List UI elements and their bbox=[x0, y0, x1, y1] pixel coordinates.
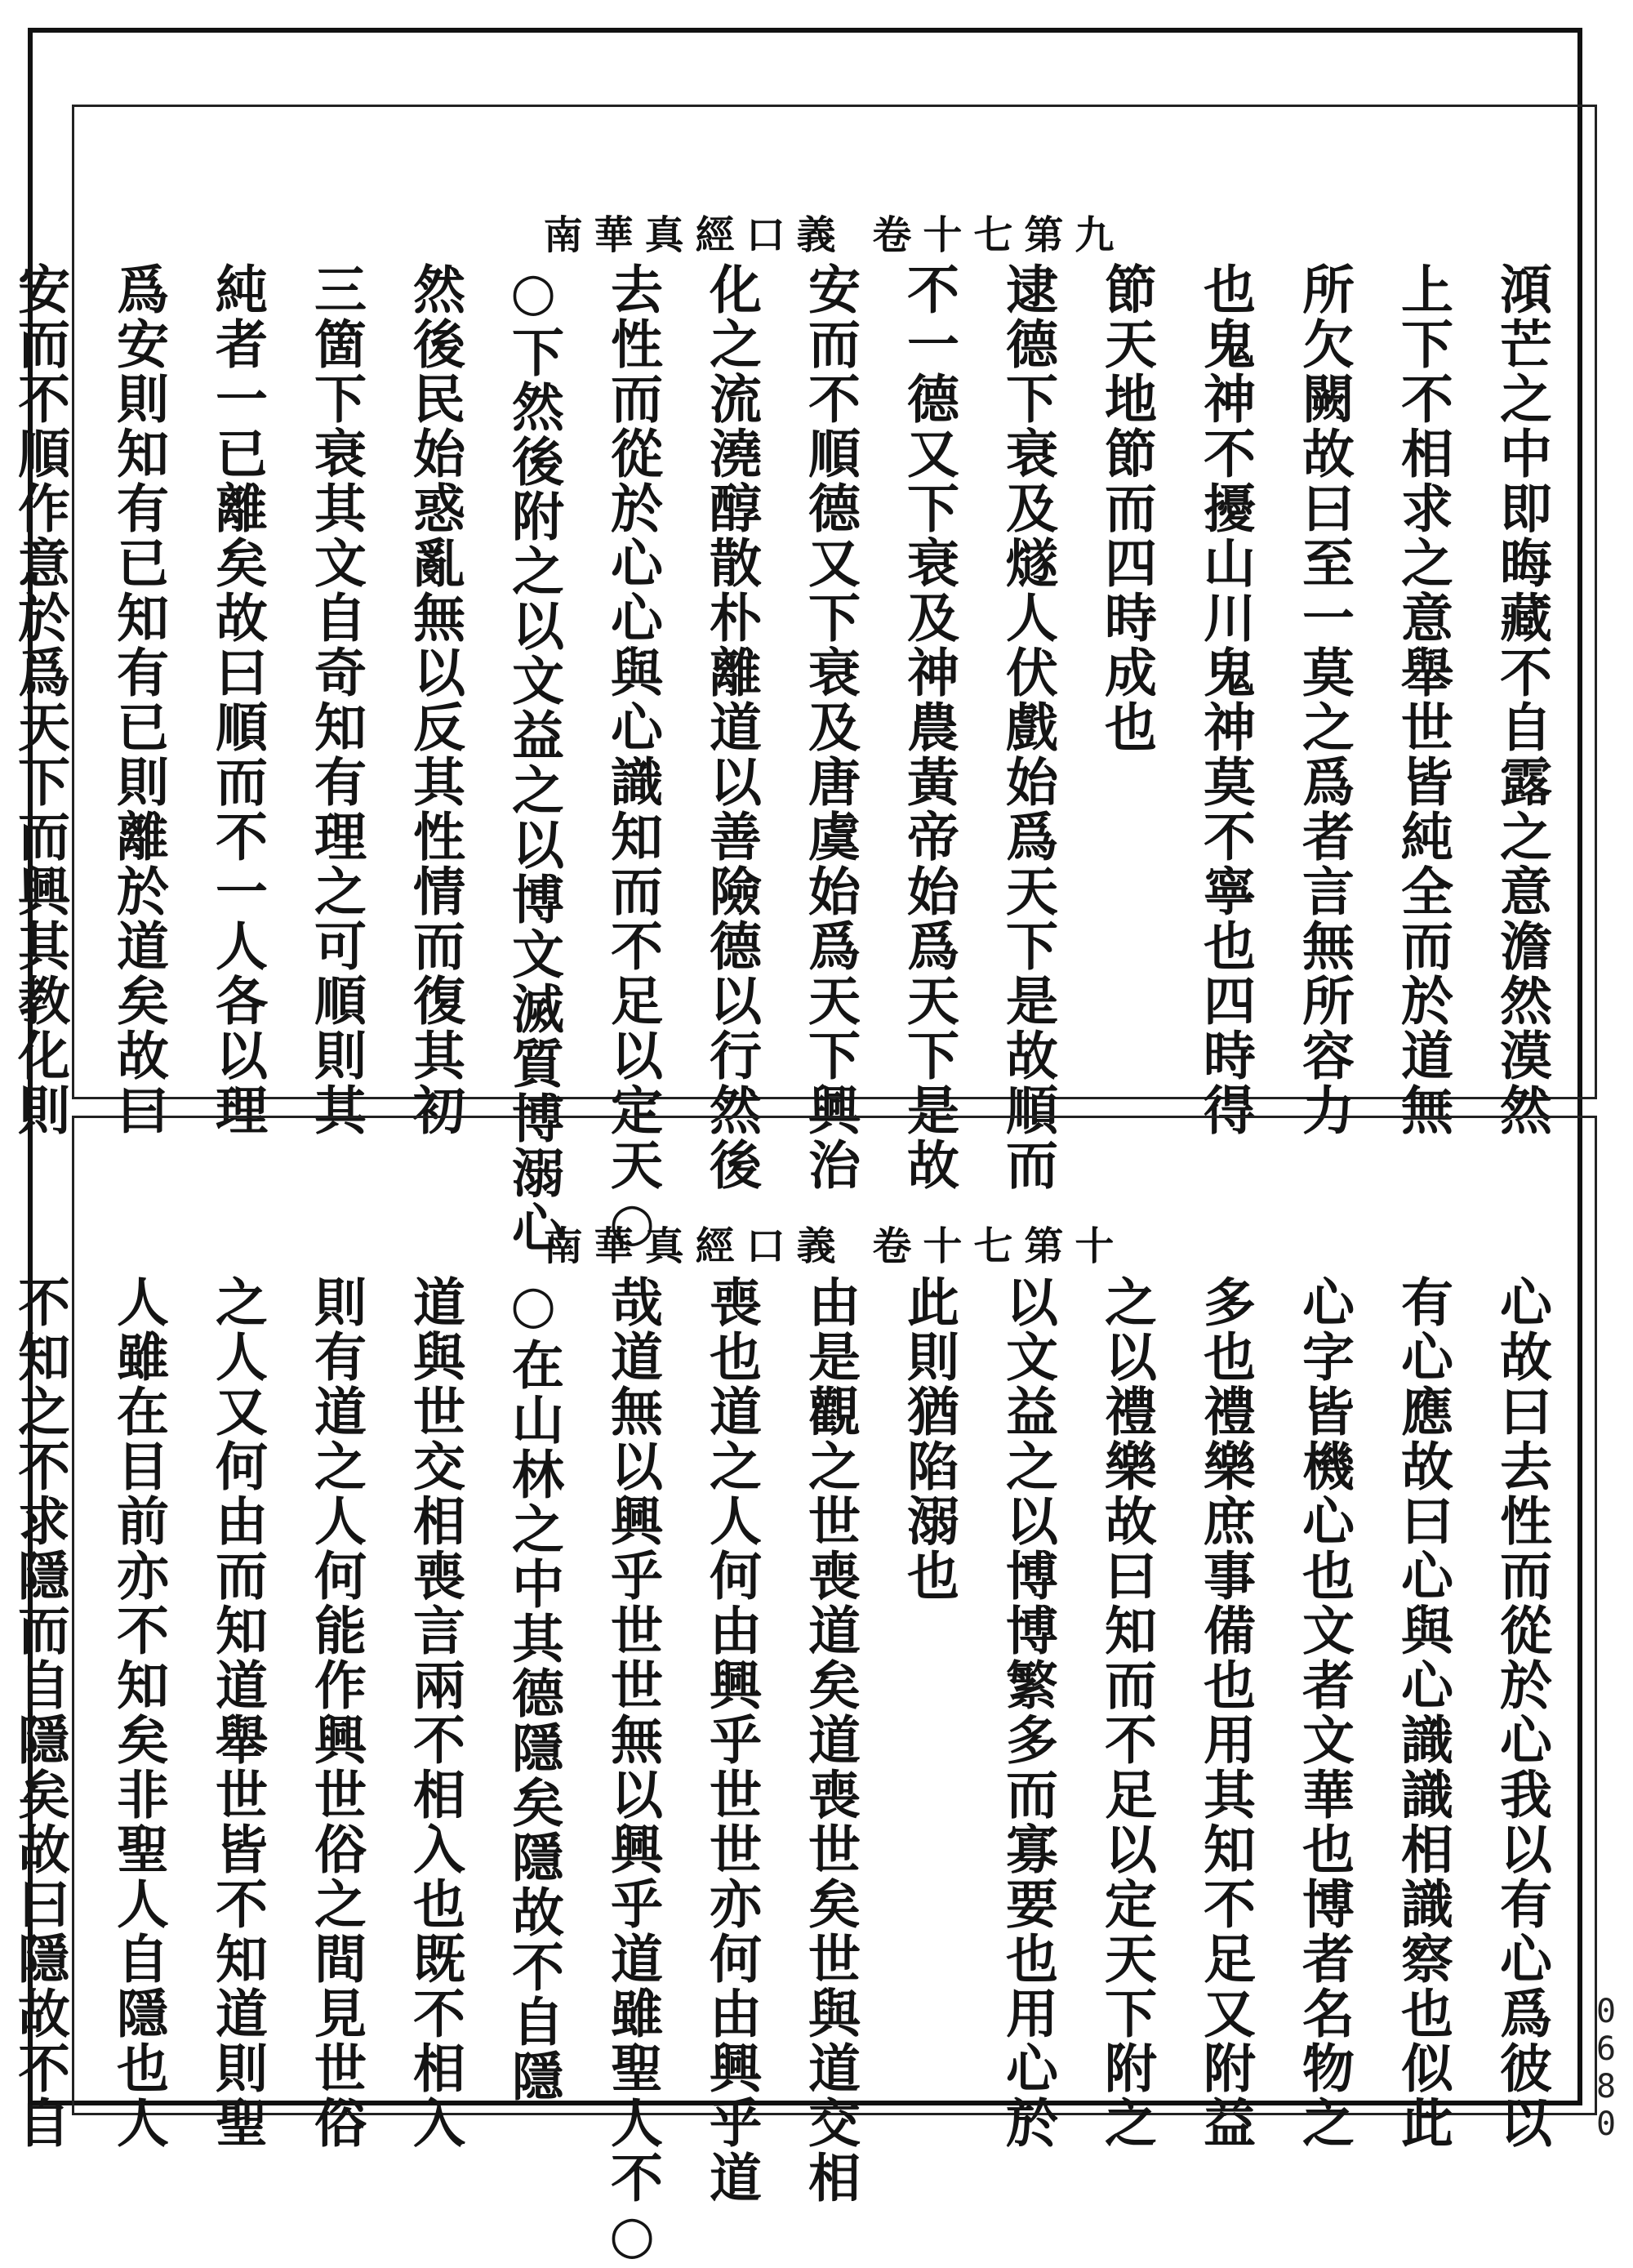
top-text-column: 逮德下衰及燧人伏戲始爲天下是故順而 bbox=[997, 262, 1057, 1192]
bottom-text-column: 多也禮樂庶事備也用其知不足又附益 bbox=[1195, 1275, 1255, 2150]
bottom-text-column: 不知之不求隱而自隱矣故曰隱故不自 bbox=[9, 1275, 69, 2150]
bottom-text-column: 則有道之人何能作興世俗之間見世俗 bbox=[305, 1275, 366, 2150]
bottom-running-header: 南華真經口義 卷十七第十 bbox=[543, 1223, 1126, 1269]
bottom-text-block bbox=[9, 1275, 1570, 2268]
top-text-column: 純者一已離矣故曰順而不一人各以理 bbox=[207, 262, 267, 1138]
bottom-text-column: 人雖在目前亦不知矣非聖人自隱也人 bbox=[108, 1275, 168, 2150]
top-text-column: 安而不順作意於爲天下而興其教化則 bbox=[9, 262, 69, 1138]
page-frame bbox=[9, 28, 1582, 2268]
page-number: 0680 bbox=[1587, 1993, 1625, 2143]
top-text-column: 所欠闕故曰至一莫之爲者言無所容力 bbox=[1293, 262, 1354, 1138]
bottom-text-column: 以文益之以博博繁多而寡要也用心於 bbox=[997, 1275, 1057, 2150]
bottom-text-column: 之以禮樂故曰知而不足以定天下附之 bbox=[1096, 1275, 1156, 2150]
bottom-text-column: 道與世交相喪言兩不相入也既不相入 bbox=[404, 1275, 465, 2150]
top-text-column: 化之流澆醇散朴離道以善險德以行然後 bbox=[701, 262, 761, 1192]
top-text-column: 去性而從於心心與心識知而不足以定天○ bbox=[602, 262, 662, 1255]
bottom-text-column: 之人又何由而知道舉世皆不知道則聖 bbox=[207, 1275, 267, 2150]
top-text-column: 不一德又下衰及神農黃帝始爲天下是故 bbox=[898, 262, 959, 1192]
top-text-column: 爲安則知有已知有已則離於道矣故曰 bbox=[108, 262, 168, 1138]
bottom-text-column: 此則猶陷溺也 bbox=[898, 1275, 959, 1603]
top-text-column: ○下然後附之以文益之以博文滅質博溺心 bbox=[503, 262, 563, 1255]
bottom-text-column: 哉道無以興乎世世無以興乎道雖聖人不○ bbox=[602, 1275, 662, 2268]
bottom-page-panel bbox=[9, 1116, 1597, 2268]
top-text-column: 上下不相求之意舉世皆純全而於道無 bbox=[1392, 262, 1453, 1138]
top-text-column: 三箇下衰其文自奇知有理之可順則其 bbox=[305, 262, 366, 1138]
top-text-column: 節天地節而四時成也 bbox=[1096, 262, 1156, 755]
top-running-header: 南華真經口義 卷十七第九 bbox=[543, 212, 1126, 258]
bottom-text-column: ○在山林之中其德隱矣隱故不自隱 bbox=[503, 1275, 563, 2104]
bottom-text-column: 心故曰去性而從於心我以有心爲彼以 bbox=[1491, 1275, 1551, 2150]
top-text-column: 澒芒之中即晦藏不自露之意澹然漠然 bbox=[1491, 262, 1551, 1138]
bottom-text-column: 有心應故曰心與心識識相識察也似此 bbox=[1392, 1275, 1453, 2150]
top-text-column: 然後民始惑亂無以反其性情而復其初 bbox=[404, 262, 465, 1138]
bottom-text-column: 由是觀之世喪道矣道喪世矣世與道交相 bbox=[799, 1275, 860, 2205]
top-text-column: 也鬼神不擾山川鬼神莫不寧也四時得 bbox=[1195, 262, 1255, 1138]
top-text-column: 安而不順德又下衰及唐虞始爲天下興治 bbox=[799, 262, 860, 1192]
bottom-text-column: 心字皆機心也文者文華也博者名物之 bbox=[1293, 1275, 1354, 2150]
bottom-text-column: 喪也道之人何由興乎世世亦何由興乎道 bbox=[701, 1275, 761, 2205]
